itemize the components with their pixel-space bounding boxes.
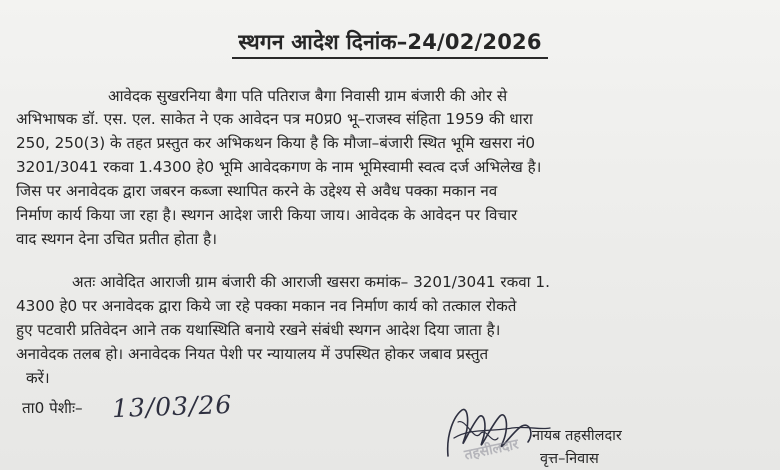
order-title	[0, 27, 780, 59]
paragraph2-line-3: हुए पटवारी प्रतिवेदन आने तक यथास्थिति बनाये रखने संबंधी स्थगन आदेश दिया जाता है।	[16, 321, 501, 339]
hearing-date-label: ता0 पेशीः–	[22, 399, 83, 417]
paragraph1-line-5: जिस पर अनावेदक द्वारा जबरन कब्जा स्थापित करने के उद्देश्य से अवैध पक्का मकान नव	[16, 182, 498, 200]
paragraph2-line-2: 4300 हे0 पर अनावेदक द्वारा किये जा रहे पक्का मकान नव निर्माण कार्य को तत्काल रोकते	[16, 297, 517, 315]
paragraph2-line-1: अतः आवेदित आराजी ग्राम बंजारी की आराजी खसरा कमांक– 3201/3041 रकवा 1.	[72, 273, 550, 291]
signatory-office: वृत्त–निवास	[540, 451, 599, 467]
paragraph2-line-5: करें।	[26, 369, 50, 387]
order-title-text: स्थगन आदेश दिनांक–24/02/2026	[232, 27, 547, 59]
paragraph1-line-2: अभिभाषक डॉ. एस. एल. साकेत ने एक आवेदन पत्र म0प्र0 भू–राजस्व संहिता 1959 की धारा	[16, 110, 533, 128]
paragraph1-line-3: 250, 250(3) के तहत प्रस्तुत कर अभिकथन किया है कि मौजा–बंजारी स्थित भूमि खसरा नं0	[16, 134, 536, 152]
paragraph2-line-4: अनावेदक तलब हो। अनावेदक नियत पेशी पर न्यायालय में उपस्थित होकर जबाव प्रस्तुत	[16, 345, 489, 363]
paragraph1-line-6: निर्माण कार्य किया जा रहा है। स्थगन आदेश जारी किया जाय। आवेदक के आवेदन पर विचार	[16, 206, 518, 224]
paragraph1-line-4: 3201/3041 रकवा 1.4300 हे0 भूमि आवेदकगण के नाम भूमिस्वामी स्वत्व दर्ज अभिलेख है।	[16, 158, 542, 176]
official-stamp-text: तहसीलदार	[463, 436, 520, 464]
paragraph1-line-7: वाद स्थगन देना उचित प्रतीत होता है।	[16, 230, 217, 248]
handwritten-hearing-date: 13/03/26	[111, 389, 233, 424]
paragraph1-line-1: आवेदक सुखरनिया बैगा पति पतिराज बैगा निवासी ग्राम बंजारी की ओर से	[108, 87, 508, 105]
signatory-designation: नायब तहसीलदार	[532, 428, 622, 444]
